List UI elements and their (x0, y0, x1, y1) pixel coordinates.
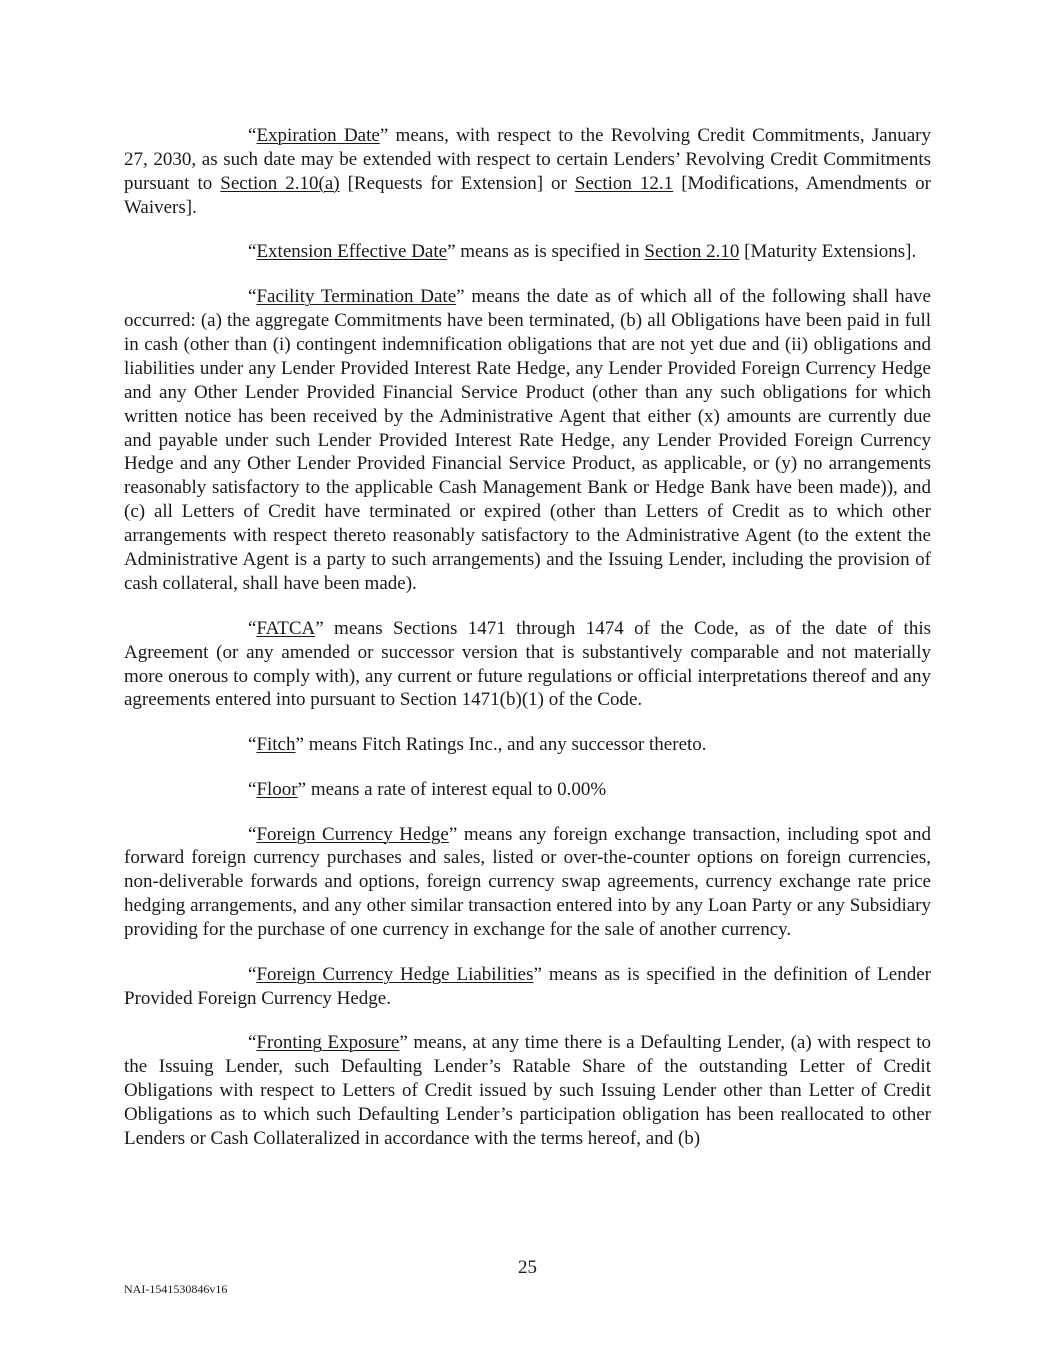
definition-foreign-currency-hedge-liabilities: “Foreign Currency Hedge Liabilities” means as is specified in the definition of Lender Provided Foreign Currency Hedge. (124, 963, 931, 1009)
definition-extension-effective-date: “Extension Effective Date” means as is specified in Section 2.10 [Maturity Extensions]. (248, 241, 917, 263)
document-id: NAI-1541530846v16 (124, 1282, 228, 1296)
section-reference: Section 2.10 (644, 241, 740, 263)
definition-expiration-date: “Expiration Date” means, with respect to the Revolving Credit Commitments, January 27, 2030, as such date may be extended with respect to certain Lenders’ Revolving Credit Commitments pursuant to Section 2.10(a) [Requests for Extension] or Section 12.1 [Modifications, Amendments or Waivers]. (124, 125, 931, 218)
defined-term: Fitch (256, 734, 296, 756)
defined-term: Facility Termination Date (256, 286, 457, 308)
defined-term: Floor (256, 778, 298, 800)
definition-fitch: “Fitch” means Fitch Ratings Inc., and any successor thereto. (248, 734, 707, 756)
definition-facility-termination-date: “Facility Termination Date” means the date as of which all of the following shall have occurred: (a) the aggregate Commitments have been terminated, (b) all Obligations have been paid in full in cash (other than (i) contingent indemnification obligations that are not yet due and (ii) obligations and liabilities under any Lender Provided Interest Rate Hedge, any Lender Provided Foreign Currency Hedge and any Other Lender Provided Financial Service Product (other than any such obligations for which written notice has been received by the Administrative Agent that either (x) amounts are currently due and payable under such Lender Provided Interest Rate Hedge, any Lender Provided Foreign Currency Hedge and any Other Lender Provided Financial Service Product, as applicable, or (y) no arrangements reasonably satisfactory to the applicable Cash Management Bank or Hedge Bank have been made)), and (c) all Letters of Credit have terminated or expired (other than Letters of Credit as to which other arrangements with respect thereto reasonably satisfactory to the Administrative Agent (to the extent the Administrative Agent is a party to such arrangements) and the Issuing Lender, including the provision of cash collateral, shall have been made). (124, 286, 931, 594)
definition-fatca: “FATCA” means Sections 1471 through 1474 of the Code, as of the date of this Agreement (or any amended or successor version that is substantively comparable and not materially more onerous to comply with), any current or future regulations or official interpretations thereof and any agreements entered into pursuant to Section 1471(b)(1) of the Code. (124, 617, 931, 711)
section-reference: Section 12.1 (574, 172, 674, 194)
definition-floor: “Floor” means a rate of interest equal to 0.00% (248, 778, 607, 800)
document-body (124, 124, 931, 1172)
defined-term: Expiration Date (256, 125, 380, 146)
definition-foreign-currency-hedge: “Foreign Currency Hedge” means any foreign exchange transaction, including spot and forward foreign currency purchases and sales, listed or over-the-counter options on foreign currencies, non-deliverable forwards and options, foreign currency swap agreements, currency exchange rate price hedging arrangements, and any other similar transaction entered into by any Loan Party or any Subsidiary providing for the purchase of one currency in exchange for the sale of another currency. (124, 823, 931, 941)
defined-term: Foreign Currency Hedge Liabilities (256, 963, 534, 985)
defined-term: FATCA (256, 617, 316, 639)
defined-term: Extension Effective Date (256, 241, 448, 263)
definition-fronting-exposure: “Fronting Exposure” means, at any time there is a Defaulting Lender, (a) with respect to the Issuing Lender, such Defaulting Lender’s Ratable Share of the outstanding Letter of Credit Obligations with respect to Letters of Credit issued by such Issuing Lender other than Letter of Credit Obligations as to which such Defaulting Lender’s participation obligation has been reallocated to other Lenders or Cash Collateralized in accordance with the terms hereof, and (b) (124, 1032, 932, 1150)
defined-term: Foreign Currency Hedge (256, 823, 449, 845)
page-number: 25 (518, 1257, 537, 1278)
section-reference: Section 2.10(a) (220, 172, 340, 194)
defined-term: Fronting Exposure (256, 1032, 400, 1054)
